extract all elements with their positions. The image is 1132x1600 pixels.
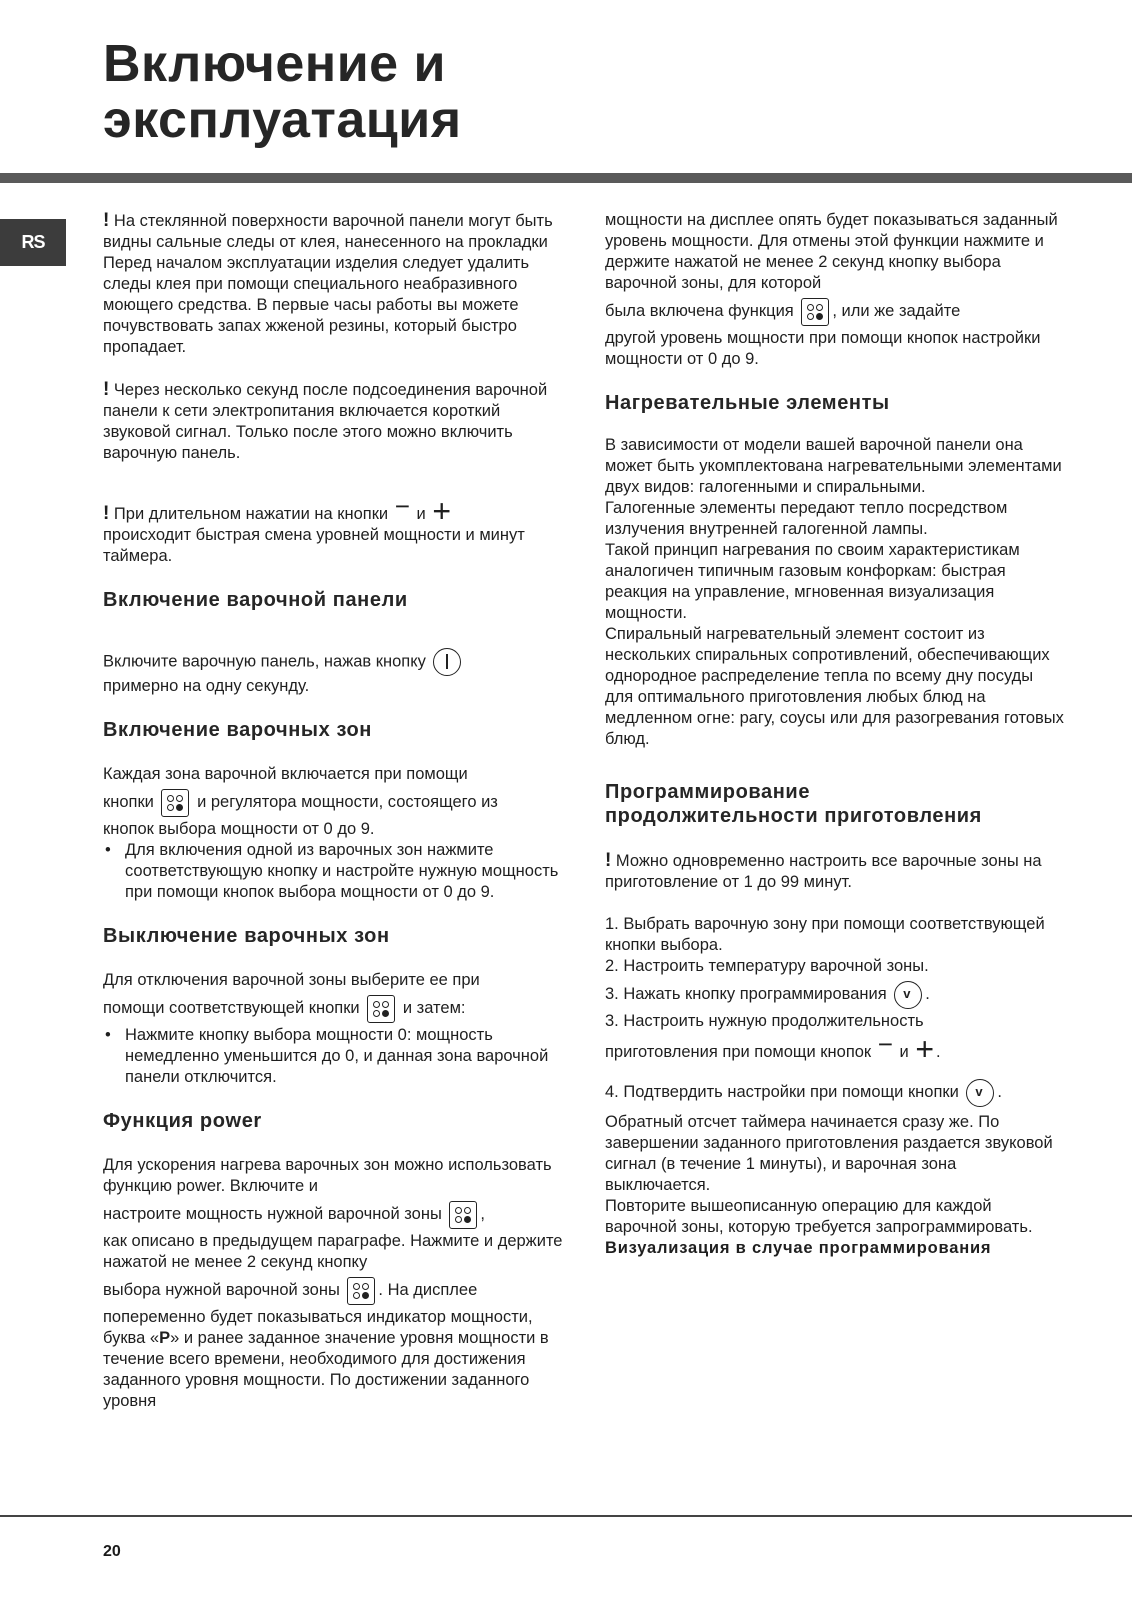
timer-button-icon: v: [894, 981, 922, 1009]
heading-zones-off: Выключение варочных зон: [103, 925, 390, 947]
minus-icon: −: [877, 1029, 893, 1059]
zones-off-list: [103, 1025, 563, 1088]
top-divider: [0, 173, 1132, 183]
note-programming: ! Можно одновременно настроить все варочные зоны на приготовление от 1 до 99 минут.: [605, 850, 1042, 891]
title-line-1: Включение и: [103, 35, 446, 93]
exclamation-icon: !: [605, 850, 612, 871]
language-tab: RS: [0, 219, 66, 266]
power-button-icon: [433, 648, 461, 676]
note-glass-surface: ! На стеклянной поверхности варочной панели могут быть видны сальные следы от клея, нанесенного на прокладки Перед началом эксплуатации изделия следует удалить следы клея при помощи специального неабразивного моющего средства. В первые часы работы вы можете почувствовать запах жженой резины, который быстро пропадает.: [103, 210, 553, 356]
programming-after-text: Обратный отсчет таймера начинается сразу же. По завершении заданного приготовления раздается звуковой сигнал (в течение 1 минуты), и варочная зона выключается. Повторите вышеописанную операцию для каждой варочной зоны, которую требуется запрограммировать.: [605, 1113, 1053, 1236]
zones-off-text: Для отключения варочной зоны выберите ее при помощи соответствующей кнопки и затем:: [103, 970, 563, 1025]
zone-select-icon: [161, 789, 189, 817]
exclamation-icon: !: [103, 379, 110, 400]
list-item: • Нажмите кнопку выбора мощности 0: мощность немедленно уменьшится до 0, и данная зона варочной панели отключится.: [103, 1025, 563, 1088]
heading-programming: Программирование продолжительности приготовления: [605, 781, 982, 827]
plus-icon: +: [915, 1031, 935, 1067]
power-text: Для ускорения нагрева варочных зон можно использовать функцию power. Включите и настроите мощность нужной варочной зоны , как описано в предыдущем параграфе. Нажмите и держите нажатой не менее 2 секунд кнопку выбора нужной варочной зоны . На дисплее попеременно будет показываться индикатор мощности, буква «P» и ранее заданное значение уровня мощности в течение всего времени, необходимого для достижения заданного уровня мощности. По достижении заданного уровня: [103, 1156, 563, 1410]
zone-select-icon: [801, 298, 829, 326]
heading-power-function: Функция power: [103, 1110, 262, 1132]
minus-icon: −: [394, 491, 410, 521]
page-number: 20: [103, 1543, 121, 1560]
heading-zones-on: Включение варочных зон: [103, 719, 372, 741]
page-title: [103, 36, 462, 148]
note-sound-signal: ! Через несколько секунд после подсоединения варочной панели к сети электропитания включается короткий звуковой сигнал. Только после этого можно включить варочную панель.: [103, 379, 548, 462]
right-column: [605, 210, 1065, 1259]
exclamation-icon: !: [103, 503, 110, 524]
zones-on-list: [103, 840, 563, 903]
programming-steps: 1. Выбрать варочную зону при помощи соответствующей кнопки выбора. 2. Настроить температуру варочной зоны. 3. Нажать кнопку программирования v . 3. Настроить нужную продолжительность приготовления при помощи кнопок − и + . 4. Подтвердить настройки при помощи кнопки v .: [605, 914, 1065, 1112]
panel-on-text: Включите варочную панель, нажав кнопку примерно на одну секунду.: [103, 648, 563, 697]
power-continued: мощности на дисплее опять будет показываться заданный уровень мощности. Для отмены этой функции нажмите и держите нажатой не менее 2 секунд кнопку выбора варочной зоны, для которой была включена функция , или же задайте другой уровень мощности при помощи кнопок настройки мощности от 0 до 9.: [605, 211, 1058, 368]
note-long-press: ! При длительном нажатии на кнопки − и + происходит быстрая смена уровней мощности и минут таймера.: [103, 491, 525, 565]
zone-select-icon: [449, 1201, 477, 1229]
heating-elements-text: В зависимости от модели вашей варочной панели она может быть укомплектована нагревательными элементами двух видов: галогенными и спиральными. Галогенные элементы передают тепло посредством излучения внутренней галогенной лампы. Такой принцип нагревания по своим характеристикам аналогичен типичным газовым конфоркам: быстрая реакция на управление, мгновенная визуализация мощности. Спиральный нагревательный элемент состоит из нескольких спиральных сопротивлений, обеспечивающих однородное распределение тепла по всему дну посуды для оптимального приготовления любых блюд на медленном огне: рагу, соусы или для разогревания готовых блюд.: [605, 436, 1064, 748]
zones-on-text: Каждая зона варочной включается при помощи кнопки и регулятора мощности, состоящего из кнопок выбора мощности от 0 до 9.: [103, 765, 498, 838]
left-column: [103, 210, 563, 1412]
zone-select-icon: [367, 995, 395, 1023]
heading-panel-on: Включение варочной панели: [103, 589, 408, 611]
exclamation-icon: !: [103, 210, 110, 231]
list-item: • Для включения одной из варочных зон нажмите соответствующую кнопку и настройте нужную мощность при помощи кнопок выбора мощности от 0 до 9.: [103, 840, 563, 903]
timer-button-icon: v: [966, 1079, 994, 1107]
zone-select-icon: [347, 1277, 375, 1305]
bottom-divider: [0, 1515, 1132, 1517]
plus-icon: +: [432, 493, 452, 529]
title-line-2: эксплуатация: [103, 91, 462, 149]
heading-heating-elements: Нагревательные элементы: [605, 392, 890, 414]
heading-programming-display: Визуализация в случае программирования: [605, 1239, 992, 1257]
